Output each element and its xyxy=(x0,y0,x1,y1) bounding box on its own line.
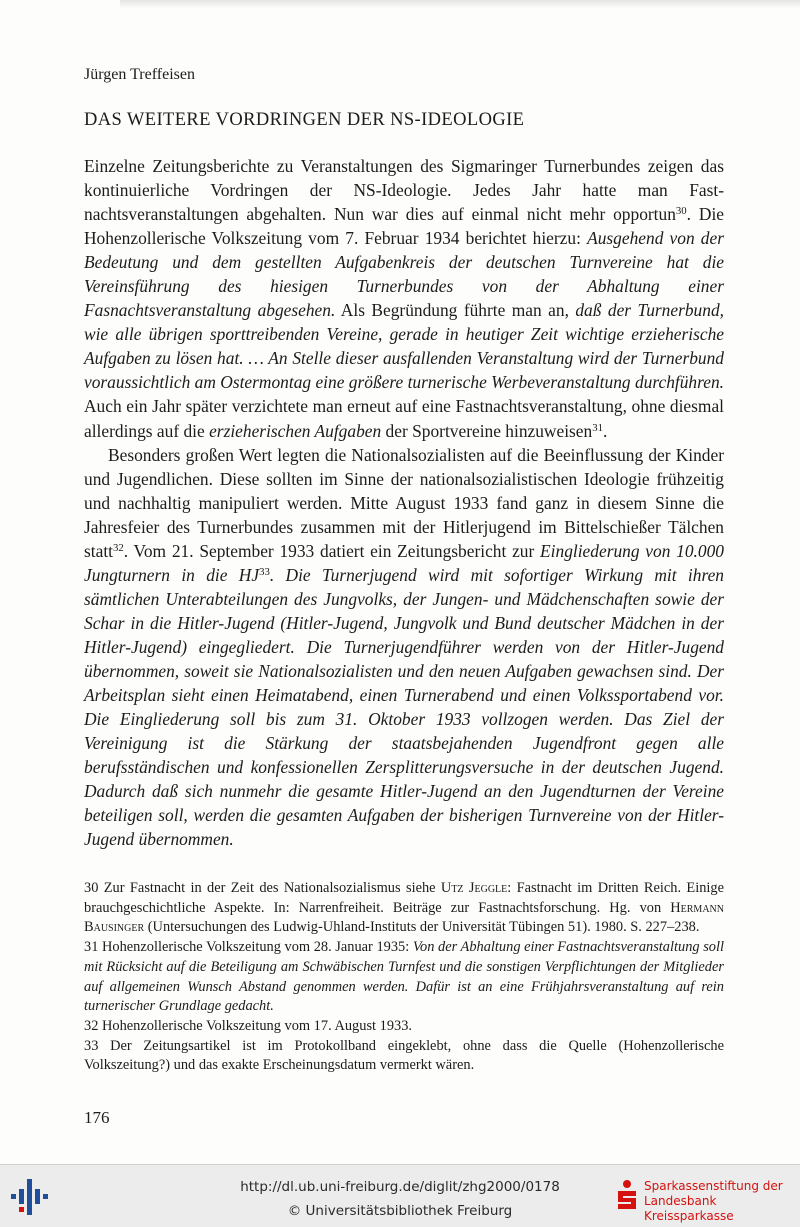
section-title: DAS WEITERE VORDRINGEN DER NS-IDEOLOGIE xyxy=(84,110,525,130)
sponsor-line-2: Landesbank Kreissparkasse xyxy=(644,1194,734,1223)
footnote xyxy=(84,879,724,938)
italic-run: daß der Turnerbund, wie alle übrigen sporttreibenden Vereine, gerade in heutiger Zeit wichtige erzieherische Aufgaben zu lösen hat. … An Stelle dieser ausfallenden Veranstaltung wird der Turnerbund voraussichtlich am Ostermontag eine größere turnerische Werbeveranstaltung durchführen. xyxy=(84,300,724,393)
italic-run: Ausgehend von der Bedeutung und dem gestellten Aufgabenkreis der deutschen Turnvereine hat die Vereinsführung des hiesigen Turnerbundes von der Abhaltung einer Fasnachtsveranstaltung abgesehen. xyxy=(84,228,724,321)
text-run: Besonders großen Wert legten die Nationalsozialisten auf die Beeinflussung der Kinder und Jugendlichen. Diese sollten im Sinne der nationalsozialistischen Ideologie frühzeitig und nachhaltig manipuliert werden. Mitte August 1933 fand ganz in diesem Sinne die Jahresfeier des Turnerbundes zusammen mit der Hitlerjugend im Bittelschießer Tälchen statt xyxy=(84,444,724,561)
text-run: 30 Zur Fastnacht in der Zeit des Nationalsozialismus siehe xyxy=(84,880,441,896)
main-text xyxy=(84,154,724,851)
scan-bleed-edge xyxy=(120,0,800,8)
paragraph-1 xyxy=(84,154,724,443)
sponsor-text xyxy=(644,1179,800,1224)
italic-run: . Die Turnerjugend wird mit sofortiger Wirkung mit ihren sämtlichen Unterabteilungen des Jungvolks, der Jungen- und Mädchenschaften sowie der Schar in die Hitler-Jugend (Hitler-Jugend, Jungvolk und Bund deutscher Mädchen in der Hitler-Jugend) eingegliedert. Die Turnerjugendführer werden von der Hitler-Jugend übernommen, soweit sie Nationalsozialisten und den neuen Aufgaben gewachsen sind. Der Arbeitsplan sieht einen Heimatabend, einen Turnerabend und einen Volkssportabend vor. Die Eingliederung soll bis zum 31. Oktober 1933 vollzogen werden. Das Ziel der Vereinigung ist die Stärkung der staatsbejahenden Jugendfront gegen alle berufsständischen und konfessionellen Zersplitterungsversuche in der deutschen Jugend. Dadurch daß sich nunmehr die gesamte Hitler-Jugend an den Jugendturnen der Vereine beteiligen soll, werden die gesamten Aufgaben der bisherigen Turnvereine von der Hitler-Jugend übernommen. xyxy=(84,564,724,850)
text-run: der Sportvereine hinzuweisen xyxy=(381,420,593,441)
running-head: Jürgen Treffeisen xyxy=(84,66,195,83)
text-run: 31 Hohenzollerische Volkszeitung vom 28. Januar 1935: xyxy=(84,939,413,956)
italic-run: Eingliederung von 10.000 Jungturnern in die HJ xyxy=(84,540,724,585)
footnote-ref: 33 xyxy=(259,565,270,578)
footnote xyxy=(84,1037,724,1076)
text-run: : Fastnacht im Dritten Reich. Einige brauchgeschichtliche Aspekte. In: Narrenfreiheit. Beiträge zur Fastnachtsforschung. Hg. von xyxy=(84,880,724,916)
page-number: 176 xyxy=(84,1108,110,1127)
text-run: Einzelne Zeitungsberichte zu Veranstaltungen des Sigmaringer Turnerbundes zeigen das kontinuierliche Vordringen der NS-Ideologie. Jedes Jahr hatte man Fastnachtsveranstaltungen abgehalten. Nun war dies auf einmal nicht mehr opportun xyxy=(84,156,724,225)
footnote-ref: 31 xyxy=(592,421,603,434)
text-run: Auch ein Jahr später verzichtete man erneut auf eine Fastnachtsveranstaltung, ohne diesmal allerdings auf die xyxy=(84,396,724,441)
text-run: . Die Hohenzollerische Volkszeitung vom 7. Februar 1934 berichtet hierzu: xyxy=(84,204,725,249)
text-run: 32 Hohenzollerische Volkszeitung vom 17. August 1933. xyxy=(84,1017,413,1034)
text-run: . xyxy=(603,420,608,441)
italic-run: erzieherischen Aufgaben xyxy=(209,420,382,441)
paragraph-2 xyxy=(84,443,724,852)
italic-run: Von der Abhaltung einer Fastnachtsveranstaltung soll mit Rücksicht auf die Beteiligung am Schwäbischen Turnfest und die sonstigen Verpflichtungen der Mitglieder auf allgemeinen Wunsch Abstand genommen werden. Dafür ist an eine Frühjahrsveranstaltung auf rein turnerischer Grundlage gedacht. xyxy=(84,939,724,1015)
text-run: (Untersuchungen des Ludwig-Uhland-Instituts der Universität Tübingen 51). 1980. S. 227–238. xyxy=(144,919,700,936)
document-url[interactable]: http://dl.ub.uni-freiburg.de/diglit/zhg2000/0178 xyxy=(240,1179,560,1195)
footnote-ref: 30 xyxy=(675,205,687,218)
footnote xyxy=(84,938,724,1017)
text-run: Als Begründung führte man an, xyxy=(335,300,576,321)
footnote-ref: 32 xyxy=(112,541,124,554)
author-name: Utz Jeggle xyxy=(440,880,508,896)
sparkasse-logo-icon xyxy=(616,1179,638,1211)
footer-bar xyxy=(0,1164,800,1227)
footnotes xyxy=(84,879,724,1076)
author-name: Hermann Bausinger xyxy=(84,899,724,936)
copyright-notice: © Universitätsbibliothek Freiburg xyxy=(287,1203,513,1219)
footnote xyxy=(84,1017,724,1037)
text-run: . Vom 21. September 1933 datiert ein Zeitungsbericht zur xyxy=(123,540,541,561)
sponsor-line-1: Sparkassenstiftung der xyxy=(644,1179,783,1193)
text-run: 33 Der Zeitungsartikel ist im Protokollband eingeklebt, ohne dass die Quelle (Hohenzollerische Volkszeitung?) und das exakte Erscheinungsdatum vermerkt wären. xyxy=(84,1037,724,1074)
